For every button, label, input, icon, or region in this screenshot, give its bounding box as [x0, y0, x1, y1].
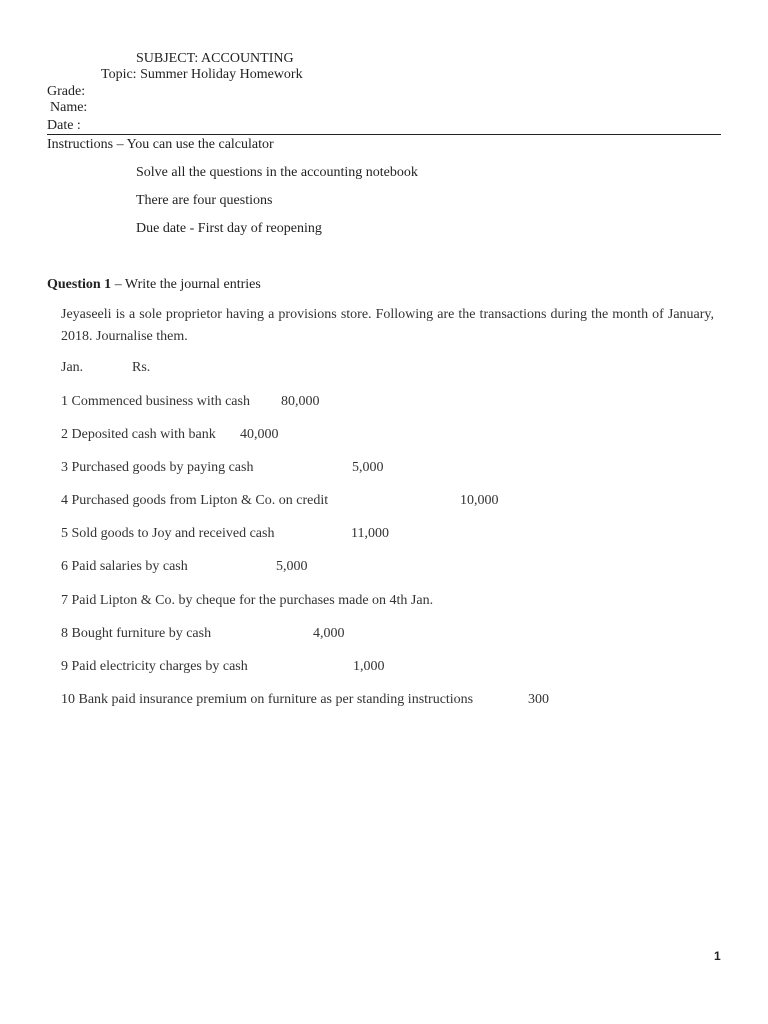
transaction-text: 3 Purchased goods by paying cash	[61, 460, 254, 475]
page-number: 1	[714, 949, 721, 963]
question-1-heading	[47, 277, 261, 293]
column-currency: Rs.	[132, 360, 151, 375]
transaction-amount: 5,000	[352, 460, 384, 475]
instruction-line: There are four questions	[136, 193, 273, 208]
instruction-line: Due date - First day of reopening	[136, 221, 322, 236]
question-1-title: – Write the journal entries	[111, 277, 261, 292]
column-month: Jan.	[61, 360, 84, 375]
transaction-amount: 40,000	[240, 427, 279, 442]
transaction-text: 7 Paid Lipton & Co. by cheque for the purchases made on 4th Jan.	[61, 593, 434, 608]
name-label: Name:	[50, 100, 88, 115]
transaction-amount: 80,000	[281, 394, 320, 409]
transaction-text: 6 Paid salaries by cash	[61, 559, 188, 574]
grade-label: Grade:	[47, 84, 86, 99]
question-1-paragraph: Jeyaseeli is a sole proprietor having a provisions store. Following are the transactions during the month of January, 2018. Journalise them.	[61, 307, 714, 344]
transaction-amount: 10,000	[460, 493, 499, 508]
header-divider	[47, 134, 721, 135]
transaction-text: 4 Purchased goods from Lipton & Co. on credit	[61, 493, 329, 508]
transaction-text: 8 Bought furniture by cash	[61, 626, 212, 641]
transaction-text: 2 Deposited cash with bank	[61, 427, 216, 442]
question-1-label: Question 1	[47, 277, 112, 292]
transaction-amount: 1,000	[353, 659, 385, 674]
instruction-line: Solve all the questions in the accounting notebook	[136, 165, 418, 180]
transaction-amount: 11,000	[351, 526, 389, 541]
transaction-text: 5 Sold goods to Joy and received cash	[61, 526, 275, 541]
subject-heading: SUBJECT: ACCOUNTING	[136, 51, 294, 66]
transaction-amount: 300	[528, 692, 549, 707]
instructions-first: Instructions – You can use the calculator	[47, 137, 274, 152]
transaction-amount: 5,000	[276, 559, 308, 574]
transaction-amount: 4,000	[313, 626, 345, 641]
transaction-text: 9 Paid electricity charges by cash	[61, 659, 248, 674]
transaction-text: 10 Bank paid insurance premium on furniture as per standing instructions	[61, 692, 474, 707]
date-label: Date :	[47, 118, 81, 133]
topic-heading: Topic: Summer Holiday Homework	[101, 67, 303, 82]
transaction-text: 1 Commenced business with cash	[61, 394, 250, 409]
